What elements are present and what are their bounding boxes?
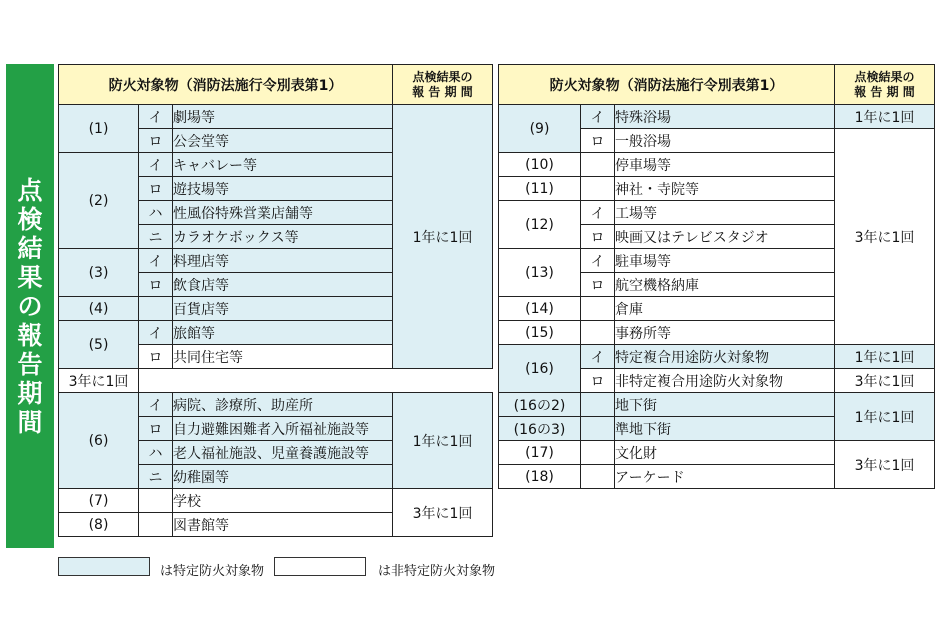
category-10: (10)	[499, 153, 581, 177]
sub-kana: ロ	[139, 129, 173, 153]
object-name: 性風俗特殊営業店舗等	[173, 201, 393, 225]
period-cell: 3年に1回	[835, 441, 935, 489]
sub-kana: イ	[581, 201, 615, 225]
object-name: 公会堂等	[173, 129, 393, 153]
object-name: 幼稚園等	[173, 465, 393, 489]
sub-kana	[581, 465, 615, 489]
sub-kana: イ	[139, 321, 173, 345]
object-name: 自力避難困難者入所福祉施設等	[173, 417, 393, 441]
category-16-2: (16の2)	[499, 393, 581, 417]
sub-kana: イ	[139, 105, 173, 129]
category-16: (16)	[499, 345, 581, 393]
category-18: (18)	[499, 465, 581, 489]
category-1: (1)	[59, 105, 139, 153]
sub-kana: イ	[581, 345, 615, 369]
sub-kana	[581, 177, 615, 201]
object-name: 駐車場等	[615, 249, 835, 273]
object-name: 劇場等	[173, 105, 393, 129]
category-9: (9)	[499, 105, 581, 153]
period-cell: 1年に1回	[835, 105, 935, 129]
side-title-char: 点	[17, 175, 43, 205]
object-name: 学校	[173, 489, 393, 513]
side-title-char: 期	[17, 378, 43, 408]
header-object: 防火対象物（消防法施行令別表第1）	[499, 65, 835, 105]
object-name: 老人福祉施設、児童養護施設等	[173, 441, 393, 465]
sub-kana: イ	[581, 249, 615, 273]
legend-nonspecific-label: は非特定防火対象物	[378, 564, 496, 579]
period-cell: 1年に1回	[835, 345, 935, 369]
object-name: 飲食店等	[173, 273, 393, 297]
object-name: 準地下街	[615, 417, 835, 441]
sub-kana	[139, 297, 173, 321]
side-title	[6, 64, 54, 548]
object-name: キャバレー等	[173, 153, 393, 177]
period-cell: 3年に1回	[393, 489, 493, 537]
object-name: 文化財	[615, 441, 835, 465]
side-title-char: の	[17, 291, 43, 321]
sub-kana	[581, 297, 615, 321]
category-17: (17)	[499, 441, 581, 465]
right-table	[498, 64, 935, 489]
sub-kana	[581, 393, 615, 417]
object-name: 倉庫	[615, 297, 835, 321]
object-name: 非特定複合用途防火対象物	[615, 369, 835, 393]
legend-specific-swatch	[58, 557, 150, 576]
sub-kana: ロ	[581, 225, 615, 249]
sub-kana: ハ	[139, 441, 173, 465]
object-name: 一般浴場	[615, 129, 835, 153]
sub-kana: ハ	[139, 201, 173, 225]
sub-kana: ロ	[581, 273, 615, 297]
object-name: 映画又はテレビスタジオ	[615, 225, 835, 249]
header-period: 点検結果の 報 告 期 間	[835, 65, 935, 105]
object-name: 料理店等	[173, 249, 393, 273]
sub-kana: ロ	[139, 177, 173, 201]
object-name: アーケード	[615, 465, 835, 489]
category-15: (15)	[499, 321, 581, 345]
sub-kana: ロ	[139, 345, 173, 369]
category-6: (6)	[59, 393, 139, 489]
object-name: 共同住宅等	[173, 345, 393, 369]
left-table	[58, 64, 493, 537]
category-3: (3)	[59, 249, 139, 297]
category-11: (11)	[499, 177, 581, 201]
period-cell: 3年に1回	[59, 369, 139, 393]
sub-kana: ロ	[139, 417, 173, 441]
object-name: 図書館等	[173, 513, 393, 537]
side-title-char: 結	[17, 233, 43, 263]
category-2: (2)	[59, 153, 139, 249]
header-period: 点検結果の 報 告 期 間	[393, 65, 493, 105]
category-4: (4)	[59, 297, 139, 321]
object-name: 旅館等	[173, 321, 393, 345]
object-name: 地下街	[615, 393, 835, 417]
category-8: (8)	[59, 513, 139, 537]
object-name: 事務所等	[615, 321, 835, 345]
side-title-char: 告	[17, 349, 43, 379]
period-cell: 1年に1回	[393, 393, 493, 489]
sub-kana	[581, 441, 615, 465]
object-name: カラオケボックス等	[173, 225, 393, 249]
category-14: (14)	[499, 297, 581, 321]
category-7: (7)	[59, 489, 139, 513]
object-name: 百貨店等	[173, 297, 393, 321]
sub-kana: イ	[581, 105, 615, 129]
object-name: 特定複合用途防火対象物	[615, 345, 835, 369]
sub-kana: ロ	[139, 273, 173, 297]
sub-kana: イ	[139, 249, 173, 273]
category-12: (12)	[499, 201, 581, 249]
category-16-3: (16の3)	[499, 417, 581, 441]
sub-kana: ロ	[581, 129, 615, 153]
period-cell: 1年に1回	[835, 393, 935, 441]
object-name: 病院、診療所、助産所	[173, 393, 393, 417]
header-object: 防火対象物（消防法施行令別表第1）	[59, 65, 393, 105]
object-name: 遊技場等	[173, 177, 393, 201]
legend-specific-label: は特定防火対象物	[160, 564, 265, 579]
sub-kana: イ	[139, 393, 173, 417]
category-13: (13)	[499, 249, 581, 297]
object-name: 特殊浴場	[615, 105, 835, 129]
sub-kana: ニ	[139, 465, 173, 489]
sub-kana	[139, 513, 173, 537]
sub-kana	[581, 321, 615, 345]
category-5: (5)	[59, 321, 139, 369]
sub-kana	[139, 489, 173, 513]
object-name: 停車場等	[615, 153, 835, 177]
sub-kana: イ	[139, 153, 173, 177]
period-cell: 1年に1回	[393, 105, 493, 369]
sub-kana: ロ	[581, 369, 615, 393]
side-title-char: 果	[17, 262, 43, 292]
side-title-char: 間	[17, 407, 43, 437]
period-cell: 3年に1回	[835, 369, 935, 393]
legend-nonspecific-swatch	[274, 557, 366, 576]
object-name: 工場等	[615, 201, 835, 225]
sub-kana: ニ	[139, 225, 173, 249]
side-title-char: 検	[17, 204, 43, 234]
object-name: 神社・寺院等	[615, 177, 835, 201]
sub-kana	[581, 417, 615, 441]
side-title-char: 報	[17, 320, 43, 350]
period-cell: 3年に1回	[835, 129, 935, 345]
object-name: 航空機格納庫	[615, 273, 835, 297]
sub-kana	[581, 153, 615, 177]
